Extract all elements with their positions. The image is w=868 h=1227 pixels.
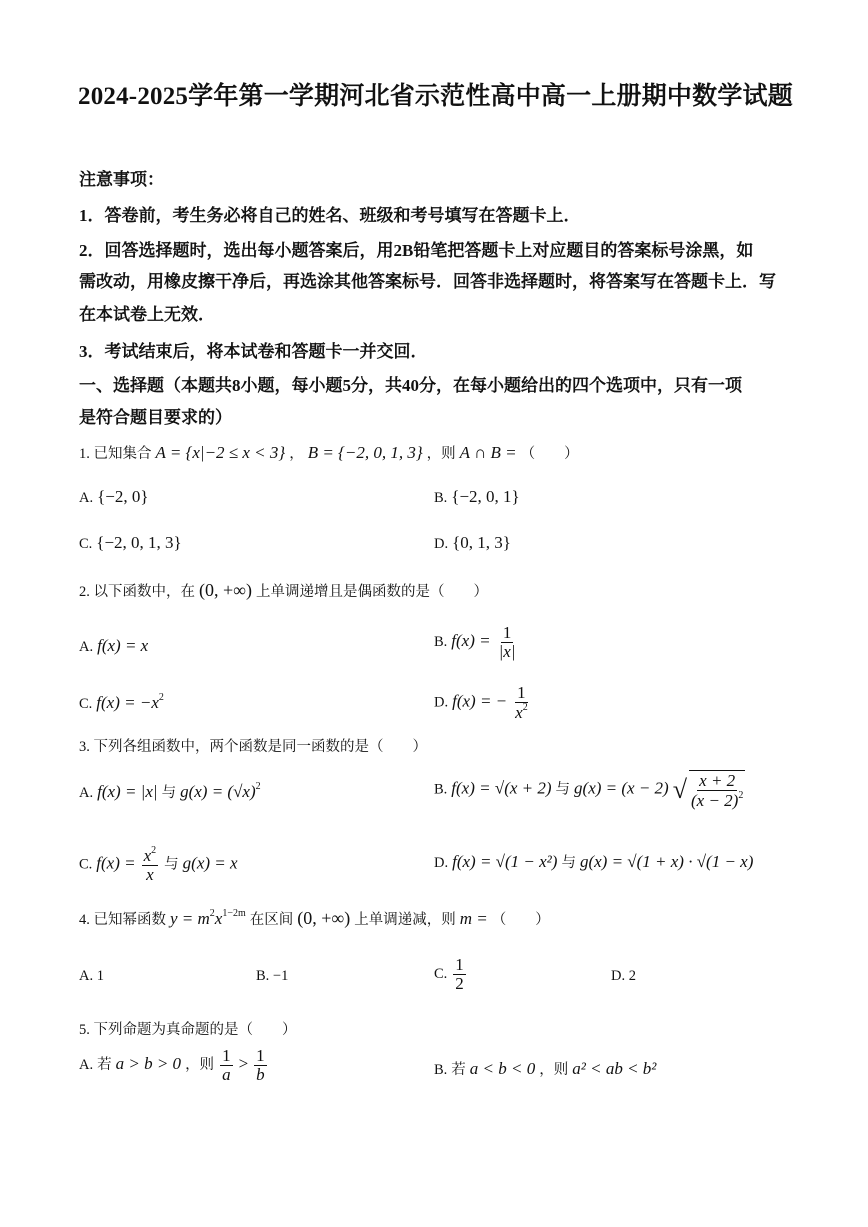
notice-heading: 注意事项： [79,170,164,189]
q3-option-c-den: x [146,864,154,884]
q2-option-c-lhs: f(x) = −x [96,693,159,712]
q2-option-d [434,684,532,722]
q4-sup-2: 1−2m [222,908,246,919]
q5-option-b-pre: 若 [451,1062,466,1078]
q3-option-b-f: f(x) = √(x + 2) [451,778,552,798]
q2-option-c [79,692,164,713]
q2-option-b-num: 1 [502,623,512,642]
q1-option-a-text: {−2, 0} [97,487,149,506]
q5-option-a-label: A. [79,1057,94,1074]
q3-option-c [79,846,238,884]
q2-tail: 上单调递增且是偶函数的是（ ） [255,584,488,600]
q1-paren: （ ） [520,446,579,462]
q3-option-c-lhs: f(x) = [96,853,136,873]
q3-option-d-f: f(x) = √(1 − x²) [452,852,558,871]
q4-option-b: B. −1 [256,968,289,984]
q1-option-d-text: {0, 1, 3} [452,533,511,552]
q1-set-b: B = {−2, 0, 1, 3} [307,443,423,462]
q4-option-c-label: C. [434,966,448,983]
q3-option-b-g: g(x) = (x − 2) [574,778,669,798]
q2-option-a-label: A. [79,639,94,655]
question-2-stem [79,580,488,601]
q1-option-c-label: C. [79,536,93,552]
q3-option-b-label: B. [434,781,448,798]
q3-option-b-with: 与 [555,781,571,798]
q4-prefix: 4. 已知幂函数 [79,912,166,928]
q5-option-a-then: ，则 [185,1057,215,1074]
q2-option-c-sup: 2 [158,692,164,703]
q3-option-c-num-sup: 2 [151,845,157,856]
q2-option-d-label: D. [434,694,449,711]
notice-item-2-line-1: 2．回答选择题时，选出每小题答案后，用2B铅笔把答题卡上对应题目的答案标号涂黑，如 [79,241,754,260]
q1-option-a-label: A. [79,490,94,506]
q2-option-b-lhs: f(x) = [451,631,491,651]
question-3-stem: 3. 下列各组函数中，两个函数是同一函数的是（ ） [79,739,427,755]
q1-expr: A ∩ B = [459,443,517,462]
q2-option-d-lhs: f(x) = − [452,691,508,711]
q3-option-a [79,781,261,802]
q1-option-b-label: B. [434,490,448,506]
q3-option-b-den: (x − 2) [691,790,739,810]
q5-option-a-fraction-1 [220,1047,233,1084]
notice-item-2-line-2: 需改动，用橡皮擦干净后，再选涂其他答案标号．回答非选择题时，将答案写在答题卡上．写 [79,272,776,291]
q4-option-c [434,956,468,993]
q1-option-d-label: D. [434,536,449,552]
q3-option-c-label: C. [79,856,93,873]
q3-option-a-label: A. [79,785,94,801]
q2-option-b-fraction [497,624,518,661]
q4-func: y = m [170,909,210,928]
q3-option-a-with: 与 [161,785,177,801]
q3-option-b: B. f(x) = √(x + 2) 与 g(x) = (x − 2) √ $\frac{x + 2}{(x - 2)^2}$ [434,771,744,810]
q1-tail: ，则 [426,446,456,462]
q5-option-a-cond: a > b > 0 [115,1054,182,1074]
q3-option-b-num: x + 2 [699,771,736,790]
q5-option-a-fraction-2 [254,1047,267,1084]
q4-option-c-num: 1 [455,955,464,974]
q5-option-b-cond: a < b < 0 [469,1059,536,1078]
q2-option-d-fraction [513,684,530,722]
q5-option-b [434,1058,656,1079]
q4-option-a: A. 1 [79,968,104,984]
q2-prefix: 2. 以下函数中，在 [79,584,195,600]
q2-option-a-text: f(x) = x [97,636,149,655]
q3-option-d [434,851,753,872]
q3-option-c-num: x [143,846,152,865]
q3-option-d-label: D. [434,855,449,871]
notice-item-3: 3．考试结束后，将本试卷和答题卡一并交回． [79,342,428,361]
q5-option-b-expr: a² < ab < b² [572,1059,657,1078]
q3-option-d-g: g(x) = √(1 + x) · √(1 − x) [579,852,754,871]
question-1-stem [79,442,579,463]
q3-option-b-radical-fraction [689,770,745,810]
q1-option-c [79,533,182,553]
q4-option-c-den: 2 [455,973,464,993]
q3-option-a-g: g(x) = (√x) [180,782,256,801]
q3-option-a-sup: 2 [255,781,261,792]
q2-option-b [434,624,520,661]
q2-interval: (0, +∞) [199,580,252,600]
q4-expr: m = [459,909,488,928]
q4-tail: 上单调递减，则 [354,912,456,928]
q3-option-c-with: 与 [164,856,179,873]
q5-option-a-den-2: b [256,1064,265,1084]
q2-option-d-sup: 2 [522,701,528,713]
section-heading-line-1: 一、选择题（本题共8小题，每小题5分，共40分，在每小题给出的四个选项中，只有一项 [79,376,742,395]
q5-option-b-label: B. [434,1062,448,1078]
page-title: 2024-2025学年第一学期河北省示范性高中高一上册期中数学试题 [78,83,793,110]
question-5-stem: 5. 下列命题为真命题的是（ ） [79,1022,297,1038]
q5-option-b-then: ，则 [539,1062,569,1078]
q4-sup-1: 2 [209,908,215,919]
q1-option-d [434,533,511,553]
q1-option-a [79,487,149,507]
q1-comma: ， [289,446,304,462]
q2-option-a [79,636,148,656]
question-4-stem [79,908,550,929]
q3-option-b-sup: 2 [738,789,744,801]
q3-option-c-g: g(x) = x [182,853,238,873]
q1-set-a: A = {x|−2 ≤ x < 3} [155,443,286,462]
section-heading-line-2: 是符合题目要求的） [79,408,232,427]
q4-option-c-fraction [453,956,466,993]
q2-option-b-den: |x| [498,641,516,661]
q4-mid: 在区间 [249,912,294,928]
q1-prefix: 1. 已知集合 [79,446,152,462]
q5-option-a-gt: > [238,1054,249,1074]
q4-x: x [214,909,223,928]
q2-option-b-label: B. [434,634,448,651]
notice-item-2-line-3: 在本试卷上无效． [79,305,215,324]
q1-option-c-text: {−2, 0, 1, 3} [96,533,182,552]
q5-option-a-den-1: a [222,1064,231,1084]
q3-option-a-f: f(x) = |x| [97,782,158,801]
q2-option-c-label: C. [79,696,93,712]
q4-option-d: D. 2 [611,968,636,984]
q4-interval: (0, +∞) [297,908,351,928]
q4-paren: （ ） [491,912,550,928]
q5-option-a-pre: 若 [97,1057,112,1074]
q5-option-a [79,1047,269,1084]
q1-option-b-text: {−2, 0, 1} [451,487,520,506]
q2-option-d-num: 1 [517,683,526,702]
notice-item-1: 1．答卷前，考生务必将自己的姓名、班级和考号填写在答题卡上． [79,206,581,225]
q3-option-c-fraction [142,846,159,884]
q1-option-b [434,487,520,507]
q5-option-a-num-2: 1 [256,1046,265,1065]
q3-option-d-with: 与 [561,855,576,871]
q2-option-d-den: x [515,702,523,722]
q5-option-a-num-1: 1 [222,1046,231,1065]
